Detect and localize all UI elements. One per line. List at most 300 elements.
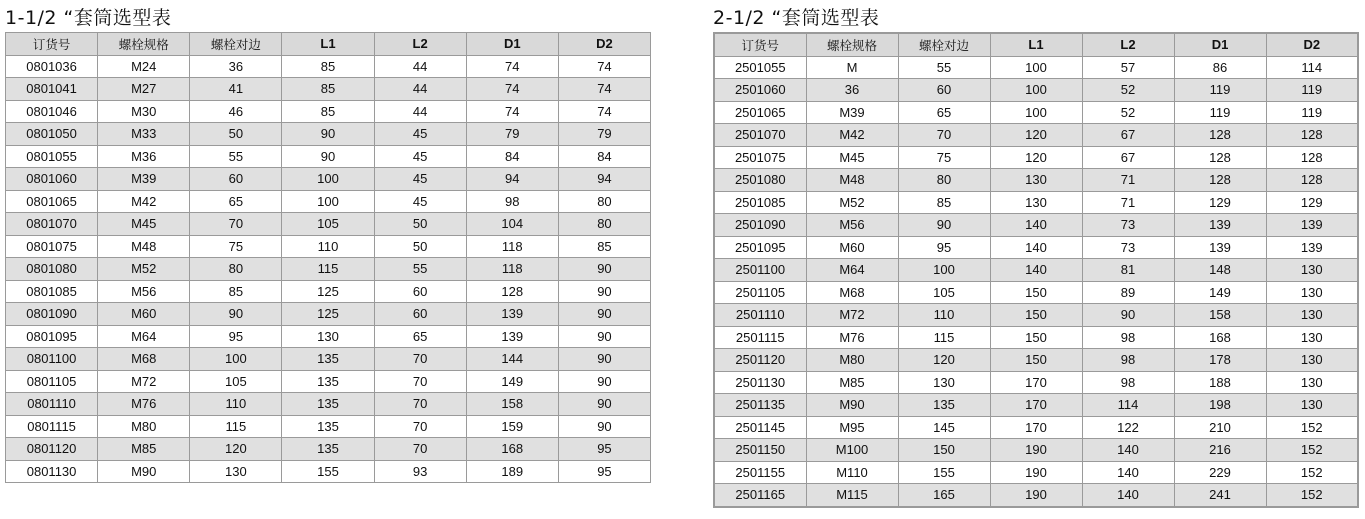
table-cell: 135	[282, 415, 374, 438]
table-cell: 95	[558, 460, 650, 483]
table-cell: 152	[1266, 439, 1358, 462]
table-cell: 128	[1266, 169, 1358, 192]
table-cell: 229	[1174, 461, 1266, 484]
table-cell: M110	[806, 461, 898, 484]
table-cell: 140	[1082, 484, 1174, 507]
table-cell: 60	[190, 168, 282, 191]
table-cell: 120	[990, 146, 1082, 169]
table-cell: M52	[98, 258, 190, 281]
table-cell: 100	[190, 348, 282, 371]
table-cell: 90	[558, 258, 650, 281]
table-cell: 2501150	[714, 439, 806, 462]
table-cell: 98	[1082, 371, 1174, 394]
table-cell: 0801046	[6, 100, 98, 123]
table-cell: 75	[190, 235, 282, 258]
table-cell: 105	[282, 213, 374, 236]
table-cell: 129	[1266, 191, 1358, 214]
table-cell: 145	[898, 416, 990, 439]
table-cell: 71	[1082, 169, 1174, 192]
table-cell: 0801070	[6, 213, 98, 236]
table-cell: 41	[190, 78, 282, 101]
table-cell: 2501145	[714, 416, 806, 439]
table-cell: M115	[806, 484, 898, 507]
table-cell: 149	[1174, 281, 1266, 304]
table-row	[6, 370, 651, 393]
table-cell: 128	[1174, 124, 1266, 147]
table-cell: 125	[282, 280, 374, 303]
table-cell: 94	[558, 168, 650, 191]
table-cell: 110	[898, 304, 990, 327]
table-cell: 70	[190, 213, 282, 236]
table-cell: 114	[1082, 394, 1174, 417]
table-cell: 152	[1266, 484, 1358, 507]
table-cell: 198	[1174, 394, 1266, 417]
table-cell: 90	[558, 325, 650, 348]
table-cell: 120	[898, 349, 990, 372]
table-cell: 2501105	[714, 281, 806, 304]
table-cell: M68	[98, 348, 190, 371]
column-header: 螺栓对边	[898, 33, 990, 56]
table-cell: 128	[1174, 169, 1266, 192]
table-row	[714, 146, 1358, 169]
column-header: L1	[282, 33, 374, 56]
table-cell: 130	[1266, 326, 1358, 349]
socket-selection-table	[5, 32, 651, 483]
table-cell: 67	[1082, 146, 1174, 169]
table-row	[714, 416, 1358, 439]
column-header: 螺栓对边	[190, 33, 282, 56]
table-cell: 125	[282, 303, 374, 326]
table-cell: 139	[1266, 214, 1358, 237]
table-row	[714, 326, 1358, 349]
table-cell: 130	[1266, 371, 1358, 394]
table-cell: 0801105	[6, 370, 98, 393]
column-header: D1	[1174, 33, 1266, 56]
table-cell: 2501100	[714, 259, 806, 282]
table-cell: 90	[1082, 304, 1174, 327]
table-cell: 168	[466, 438, 558, 461]
table-cell: 60	[374, 303, 466, 326]
table-cell: 50	[374, 235, 466, 258]
table-cell: 0801120	[6, 438, 98, 461]
table-row	[714, 214, 1358, 237]
table-cell: 152	[1266, 461, 1358, 484]
column-header: L2	[1082, 33, 1174, 56]
table-cell: 139	[466, 325, 558, 348]
table-cell: 114	[1266, 56, 1358, 79]
table-cell: 89	[1082, 281, 1174, 304]
table-cell: 80	[558, 213, 650, 236]
table-cell: 73	[1082, 236, 1174, 259]
table-row	[714, 304, 1358, 327]
table-cell: 140	[990, 259, 1082, 282]
table-cell: 90	[558, 393, 650, 416]
table-cell: 95	[558, 438, 650, 461]
table-cell: 105	[190, 370, 282, 393]
table-cell: 45	[374, 123, 466, 146]
table-cell: 73	[1082, 214, 1174, 237]
table-cell: 140	[1082, 461, 1174, 484]
table-cell: 90	[282, 145, 374, 168]
table-row	[714, 259, 1358, 282]
table-cell: 71	[1082, 191, 1174, 214]
table-cell: 80	[190, 258, 282, 281]
table-body	[714, 56, 1358, 507]
table-cell: 0801080	[6, 258, 98, 281]
table-title: 1-1/2 “套筒选型表	[5, 7, 172, 29]
table-cell: 55	[374, 258, 466, 281]
column-header: 订货号	[714, 33, 806, 56]
table-cell: M90	[806, 394, 898, 417]
table-cell: M48	[806, 169, 898, 192]
table-cell: 119	[1174, 101, 1266, 124]
table-header-row	[6, 33, 651, 56]
table-cell: 139	[1266, 236, 1358, 259]
table-cell: 84	[558, 145, 650, 168]
table-cell: 60	[898, 79, 990, 102]
table-cell: 0801095	[6, 325, 98, 348]
table-cell: 110	[190, 393, 282, 416]
table-cell: 85	[558, 235, 650, 258]
column-header: L2	[374, 33, 466, 56]
table-row	[6, 258, 651, 281]
table-cell: 2501065	[714, 101, 806, 124]
table-cell: 190	[990, 484, 1082, 507]
table-cell: 79	[466, 123, 558, 146]
table-cell: 74	[558, 100, 650, 123]
table-cell: 149	[466, 370, 558, 393]
table-cell: 0801060	[6, 168, 98, 191]
table-cell: M	[806, 56, 898, 79]
table-cell: 158	[1174, 304, 1266, 327]
table-cell: 2501155	[714, 461, 806, 484]
table-cell: 70	[374, 348, 466, 371]
table-cell: 70	[898, 124, 990, 147]
table-cell: 44	[374, 78, 466, 101]
table-cell: 105	[898, 281, 990, 304]
table-cell: 150	[990, 349, 1082, 372]
table-cell: 130	[190, 460, 282, 483]
table-cell: 150	[898, 439, 990, 462]
table-cell: 168	[1174, 326, 1266, 349]
table-cell: 81	[1082, 259, 1174, 282]
table-cell: M39	[806, 101, 898, 124]
table-row	[714, 236, 1358, 259]
table-cell: 0801055	[6, 145, 98, 168]
table-cell: 0801110	[6, 393, 98, 416]
table-cell: 67	[1082, 124, 1174, 147]
table-cell: 128	[1266, 124, 1358, 147]
table-cell: 95	[190, 325, 282, 348]
table-row	[714, 349, 1358, 372]
table-cell: 148	[1174, 259, 1266, 282]
table-cell: 135	[282, 370, 374, 393]
table-cell: 52	[1082, 79, 1174, 102]
table-cell: 90	[558, 415, 650, 438]
table-cell: 70	[374, 370, 466, 393]
table-cell: 130	[1266, 304, 1358, 327]
table-cell: 45	[374, 168, 466, 191]
table-cell: 110	[282, 235, 374, 258]
table-cell: 119	[1266, 79, 1358, 102]
column-header: D1	[466, 33, 558, 56]
table-cell: 119	[1266, 101, 1358, 124]
table-cell: 159	[466, 415, 558, 438]
table-cell: 216	[1174, 439, 1266, 462]
table-cell: M56	[806, 214, 898, 237]
column-header: D2	[558, 33, 650, 56]
column-header: L1	[990, 33, 1082, 56]
table-cell: 50	[374, 213, 466, 236]
table-cell: 50	[190, 123, 282, 146]
table-cell: 75	[898, 146, 990, 169]
table-cell: M90	[98, 460, 190, 483]
table-cell: M48	[98, 235, 190, 258]
table-cell: 150	[990, 304, 1082, 327]
table-cell: 70	[374, 415, 466, 438]
table-cell: 98	[1082, 326, 1174, 349]
table-row	[714, 394, 1358, 417]
table-cell: M95	[806, 416, 898, 439]
table-cell: M39	[98, 168, 190, 191]
table-cell: 0801100	[6, 348, 98, 371]
table-cell: M64	[806, 259, 898, 282]
table-cell: 100	[990, 101, 1082, 124]
table-cell: 130	[990, 191, 1082, 214]
table-cell: 55	[898, 56, 990, 79]
table-cell: 70	[374, 438, 466, 461]
table-cell: 98	[466, 190, 558, 213]
table-cell: 90	[282, 123, 374, 146]
table-cell: 130	[1266, 281, 1358, 304]
table-cell: M56	[98, 280, 190, 303]
table-cell: 241	[1174, 484, 1266, 507]
table-cell: 0801075	[6, 235, 98, 258]
table-cell: 74	[466, 100, 558, 123]
table-cell: 0801085	[6, 280, 98, 303]
table-row	[6, 438, 651, 461]
table-cell: 170	[990, 371, 1082, 394]
socket-table-panel-1-1-2	[5, 6, 651, 483]
table-cell: 139	[1174, 214, 1266, 237]
table-cell: 36	[190, 55, 282, 78]
column-header: 螺栓规格	[98, 33, 190, 56]
table-cell: 45	[374, 190, 466, 213]
table-cell: M33	[98, 123, 190, 146]
table-cell: 52	[1082, 101, 1174, 124]
table-row	[714, 461, 1358, 484]
table-cell: 155	[898, 461, 990, 484]
table-cell: 46	[190, 100, 282, 123]
table-cell: 139	[1174, 236, 1266, 259]
table-cell: 85	[282, 78, 374, 101]
table-row	[714, 281, 1358, 304]
table-row	[6, 460, 651, 483]
table-row	[6, 235, 651, 258]
table-cell: M42	[98, 190, 190, 213]
table-cell: 119	[1174, 79, 1266, 102]
table-cell: 90	[558, 348, 650, 371]
table-cell: 135	[282, 438, 374, 461]
table-row	[6, 55, 651, 78]
table-cell: 2501120	[714, 349, 806, 372]
table-row	[714, 484, 1358, 507]
table-cell: 118	[466, 235, 558, 258]
table-row	[6, 303, 651, 326]
table-cell: 0801130	[6, 460, 98, 483]
table-cell: 84	[466, 145, 558, 168]
column-header: 订货号	[6, 33, 98, 56]
table-cell: M30	[98, 100, 190, 123]
table-cell: 2501055	[714, 56, 806, 79]
table-cell: M72	[98, 370, 190, 393]
table-row	[714, 371, 1358, 394]
table-cell: 100	[898, 259, 990, 282]
table-cell: 85	[898, 191, 990, 214]
table-row	[714, 124, 1358, 147]
table-cell: 2501075	[714, 146, 806, 169]
table-row	[6, 190, 651, 213]
table-row	[714, 191, 1358, 214]
table-cell: 74	[558, 78, 650, 101]
table-cell: 130	[990, 169, 1082, 192]
table-row	[714, 169, 1358, 192]
table-cell: 93	[374, 460, 466, 483]
table-cell: M52	[806, 191, 898, 214]
table-cell: M36	[98, 145, 190, 168]
table-cell: 90	[898, 214, 990, 237]
table-row	[6, 213, 651, 236]
table-cell: M42	[806, 124, 898, 147]
table-row	[714, 439, 1358, 462]
table-cell: 98	[1082, 349, 1174, 372]
table-cell: 115	[190, 415, 282, 438]
table-cell: 170	[990, 394, 1082, 417]
column-header: 螺栓规格	[806, 33, 898, 56]
table-cell: 130	[1266, 394, 1358, 417]
table-cell: 0801050	[6, 123, 98, 146]
table-cell: 135	[282, 348, 374, 371]
table-cell: 178	[1174, 349, 1266, 372]
table-row	[6, 415, 651, 438]
table-row	[6, 168, 651, 191]
table-cell: 2501110	[714, 304, 806, 327]
table-cell: 140	[990, 214, 1082, 237]
table-cell: 90	[558, 280, 650, 303]
table-cell: 150	[990, 281, 1082, 304]
table-cell: 2501060	[714, 79, 806, 102]
table-cell: 65	[190, 190, 282, 213]
table-cell: 139	[466, 303, 558, 326]
table-cell: 100	[282, 190, 374, 213]
table-cell: M80	[806, 349, 898, 372]
table-cell: 100	[990, 79, 1082, 102]
table-cell: M60	[806, 236, 898, 259]
table-cell: 85	[282, 55, 374, 78]
table-cell: 120	[190, 438, 282, 461]
table-cell: 128	[1266, 146, 1358, 169]
socket-table-panel-2-1-2	[713, 6, 1359, 508]
table-cell: 190	[990, 439, 1082, 462]
table-cell: 55	[190, 145, 282, 168]
table-row	[6, 393, 651, 416]
socket-selection-table	[713, 32, 1359, 508]
table-cell: M76	[806, 326, 898, 349]
table-cell: 90	[190, 303, 282, 326]
table-cell: 2501070	[714, 124, 806, 147]
table-cell: M27	[98, 78, 190, 101]
table-cell: 189	[466, 460, 558, 483]
table-cell: 150	[990, 326, 1082, 349]
table-cell: 57	[1082, 56, 1174, 79]
table-cell: M45	[98, 213, 190, 236]
table-row	[6, 280, 651, 303]
table-row	[6, 348, 651, 371]
table-cell: 0801065	[6, 190, 98, 213]
table-cell: 80	[558, 190, 650, 213]
table-cell: 65	[374, 325, 466, 348]
table-title: 2-1/2 “套筒选型表	[713, 7, 880, 29]
table-cell: 2501095	[714, 236, 806, 259]
table-cell: 210	[1174, 416, 1266, 439]
table-cell: M45	[806, 146, 898, 169]
table-cell: 0801041	[6, 78, 98, 101]
table-cell: 115	[282, 258, 374, 281]
table-row	[6, 123, 651, 146]
table-cell: M100	[806, 439, 898, 462]
table-cell: 135	[898, 394, 990, 417]
table-cell: M76	[98, 393, 190, 416]
column-header: D2	[1266, 33, 1358, 56]
table-cell: M68	[806, 281, 898, 304]
table-cell: 130	[1266, 349, 1358, 372]
table-cell: 2501090	[714, 214, 806, 237]
table-cell: 120	[990, 124, 1082, 147]
table-row	[714, 101, 1358, 124]
table-cell: 45	[374, 145, 466, 168]
table-cell: 115	[898, 326, 990, 349]
table-row	[6, 100, 651, 123]
table-cell: 190	[990, 461, 1082, 484]
table-cell: 158	[466, 393, 558, 416]
table-cell: 152	[1266, 416, 1358, 439]
table-cell: 144	[466, 348, 558, 371]
table-cell: 170	[990, 416, 1082, 439]
table-cell: 140	[990, 236, 1082, 259]
table-row	[6, 145, 651, 168]
table-cell: 36	[806, 79, 898, 102]
table-cell: 70	[374, 393, 466, 416]
table-cell: 130	[898, 371, 990, 394]
table-cell: 2501085	[714, 191, 806, 214]
table-cell: 79	[558, 123, 650, 146]
table-cell: 60	[374, 280, 466, 303]
table-cell: 95	[898, 236, 990, 259]
table-cell: M80	[98, 415, 190, 438]
table-cell: 100	[990, 56, 1082, 79]
table-cell: 44	[374, 100, 466, 123]
table-cell: 130	[1266, 259, 1358, 282]
table-cell: M85	[98, 438, 190, 461]
table-cell: 128	[1174, 146, 1266, 169]
table-cell: 165	[898, 484, 990, 507]
table-cell: 85	[282, 100, 374, 123]
table-cell: 94	[466, 168, 558, 191]
table-cell: 85	[190, 280, 282, 303]
table-cell: 130	[282, 325, 374, 348]
table-cell: 90	[558, 370, 650, 393]
table-cell: 129	[1174, 191, 1266, 214]
